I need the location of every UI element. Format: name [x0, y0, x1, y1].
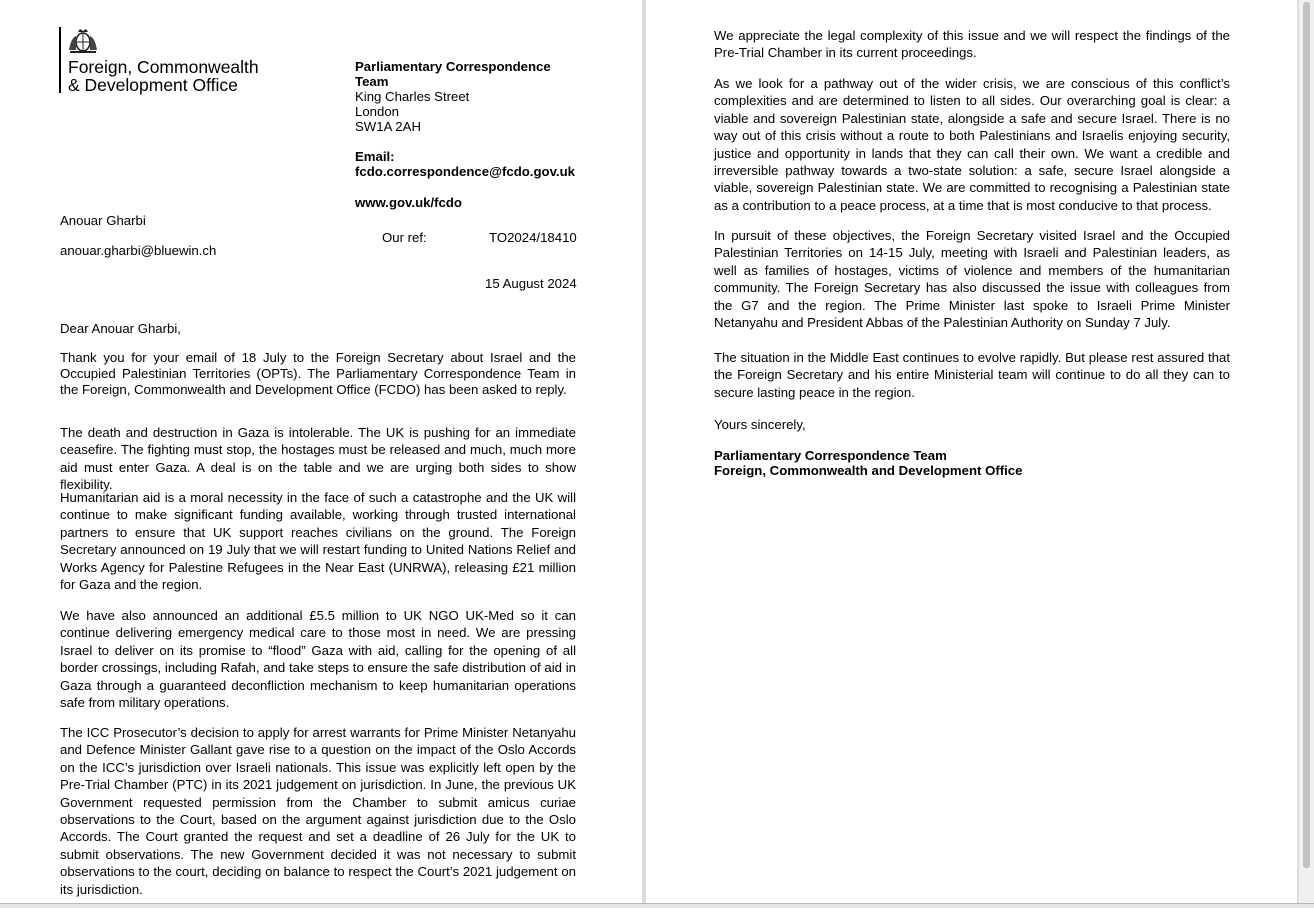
office-name-line-1: Foreign, Commonwealth [68, 57, 259, 77]
sender-website: www.gov.uk/fcdo [355, 195, 462, 210]
body-paragraph: The situation in the Middle East continues to evolve rapidly. But please rest assured that the Foreign Secretary and his entire Ministerial team will continue to do all they can to secure lasting peace in the region. [714, 350, 1230, 400]
royal-crest-icon [66, 28, 100, 54]
body-paragraph: Humanitarian aid is a moral necessity in the face of such a catastrophe and the UK will continue to make significant funding available, working through trusted international partners to ensure that UK support reaches civilians on the ground. The Foreign Secretary announced on 19 July that we will restart funding to United Nations Relief and Works Agency for Palestine Refugees in the Near East (UNRWA), releasing £21 million for Gaza and the region. [60, 490, 576, 593]
sender-street: King Charles Street [355, 89, 470, 104]
office-name [68, 58, 259, 94]
sender-address [355, 89, 469, 134]
sender-team-line-1: Parliamentary Correspondence [355, 59, 551, 74]
sender-email-label: Email: [355, 149, 395, 164]
body-paragraph: Thank you for your email of 18 July to the Foreign Secretary about Israel and the Occupied Palestinian Territories (OPTs). The Parliamentary Correspondence Team in the Foreign, Commonwealth and Development Office (FCDO) has been asked to reply. [60, 350, 576, 397]
signature-line-2: Foreign, Commonwealth and Development Office [714, 463, 1023, 478]
letter-page-1 [0, 0, 642, 903]
letter-page-2 [646, 0, 1297, 903]
sender-email: fcdo.correspondence@fcdo.gov.uk [355, 164, 575, 179]
body-paragraph: The death and destruction in Gaza is intolerable. The UK is pushing for an immediate ceasefire. The fighting must stop, the hostages must be released and much, much more aid must enter Gaza. A deal is on the table and we are urging both sides to show flexibility. [60, 425, 576, 493]
letter-date: 15 August 2024 [485, 276, 577, 291]
body-paragraph: We have also announced an additional £5.5 million to UK NGO UK-Med so it can continue delivering emergency medical care to those most in need. We are pressing Israel to deliver on its promise to “flood” Gaza with aid, calling for the opening of all border crossings, including Rafah, and take steps to ensure the safe distribution of aid in Gaza through a guaranteed deconfliction mechanism to keep humanitarian operations safe from military operations. [60, 608, 576, 711]
reference-label: Our ref: [382, 230, 427, 245]
sender-email-block [355, 149, 575, 179]
sender-team [355, 59, 551, 89]
body-paragraph: In pursuit of these objectives, the Foreign Secretary visited Israel and the Occupied Palestinian Territories on 14-15 July, meeting with Israeli and Palestinian leaders, as well as families of hostages, victims of violence and members of the humanitarian community. The Foreign Secretary has also discussed the issue with colleagues from the G7 and the region. The Prime Minister last spoke to Israeli Prime Minister Netanyahu and President Abbas of the Palestinian Authority on Sunday 7 July. [714, 228, 1230, 331]
status-bar [0, 903, 1314, 908]
recipient-email: anouar.gharbi@bluewin.ch [60, 243, 217, 258]
crest-rule [59, 27, 61, 93]
scrollbar-thumb[interactable] [1303, 2, 1310, 868]
office-name-line-2: & Development Office [68, 75, 238, 95]
body-paragraph: As we look for a pathway out of the wider crisis, we are conscious of this conflict’s complexities and are determined to listen to all sides. Our overarching goal is clear: a viable and sovereign Palestinian state, alongside a safe and secure Israel. There is no way out of this crisis without a route to both Palestinians and Israelis enjoying security, justice and opportunity in lands that they can call their own. We want a credible and irreversible pathway towards a two-state solution: a safe, secure Israel alongside a viable, sovereign Palestinian state. We are committed to recognising a Palestinian state as a contribution to a peace process, at a time that is most conducive to that process. [714, 76, 1230, 213]
sender-city: London [355, 104, 400, 119]
sender-postcode: SW1A 2AH [355, 119, 421, 134]
vertical-scrollbar[interactable] [1299, 0, 1314, 903]
body-paragraph: The ICC Prosecutor’s decision to apply for arrest warrants for Prime Minister Netanyahu and Defence Minister Gallant gave rise to a question on the impact of the Oslo Accords on the ICC’s jurisdiction over Israeli nationals. This issue was explicitly left open by the Pre-Trial Chamber (PTC) in its 2021 judgement on jurisdiction. In June, the previous UK Government requested permission from the Chamber to submit amicus curiae observations to the Court, based on the argument against jurisdiction due to the Oslo Accords. The Court granted the request and set a deadline of 26 July for the UK to submit observations. The new Government decided it was not necessary to submit observations to the court, deciding on balance to respect the Court’s 2021 judgement on its jurisdiction. [60, 725, 576, 897]
recipient-name: Anouar Gharbi [60, 213, 146, 228]
body-paragraph: We appreciate the legal complexity of this issue and we will respect the findings of the Pre-Trial Chamber in its current proceedings. [714, 28, 1230, 61]
signature-line-1: Parliamentary Correspondence Team [714, 448, 947, 463]
reference-value: TO2024/18410 [489, 230, 577, 245]
sender-team-line-2: Team [355, 74, 389, 89]
salutation: Dear Anouar Gharbi, [60, 321, 181, 336]
closing: Yours sincerely, [714, 417, 806, 432]
